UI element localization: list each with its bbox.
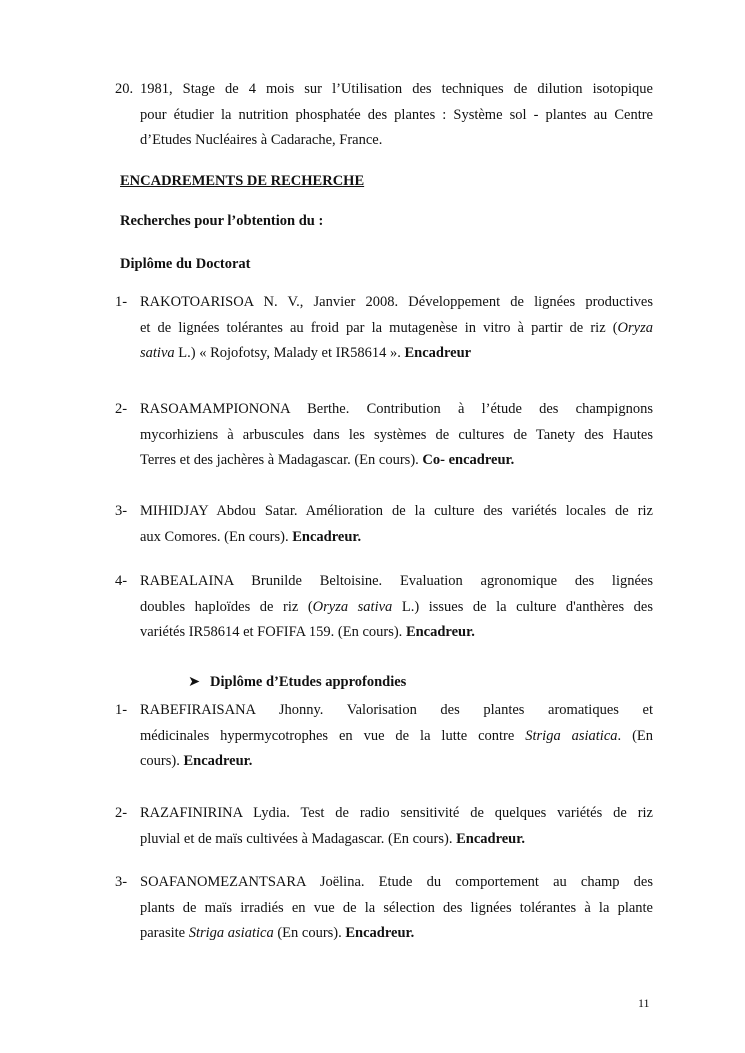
- list-item: [115, 801, 653, 852]
- list-item: [115, 499, 653, 550]
- item-line: [140, 595, 653, 621]
- italic-text: Striga asiatica: [188, 925, 274, 941]
- item-line: SOAFANOMEZANTSARA Joëlina. Etude du comportement au champ des: [140, 874, 653, 890]
- dea-heading-label: Diplôme d’Etudes approfondies: [210, 674, 407, 690]
- list-item: [115, 870, 653, 947]
- list-number: 2-: [115, 401, 128, 417]
- role-label: Encadreur.: [292, 528, 362, 545]
- list-number: 2-: [115, 805, 128, 821]
- role-label: Encadreur.: [456, 830, 525, 847]
- item-line: [140, 749, 653, 775]
- item-line: [140, 620, 653, 646]
- text: variétés IR58614 et FOFIFA 159. (En cours).: [140, 624, 406, 640]
- item-line: RAZAFINIRINA Lydia. Test de radio sensitivité de quelques variétés de riz: [140, 805, 653, 821]
- role-label: Co- encadreur.: [422, 452, 515, 468]
- item-line: [140, 525, 653, 551]
- list-number: 20.: [115, 81, 134, 97]
- dea-heading: [188, 674, 406, 691]
- page-number: 11: [638, 996, 650, 1010]
- text: . (En: [617, 727, 654, 744]
- item-line: [140, 827, 653, 853]
- item-line: plants de maïs irradiés en vue de la sélection des lignées tolérantes à la plante: [140, 899, 653, 916]
- item-line: RASOAMAMPIONONA Berthe. Contribution à l’étude des champignons: [140, 401, 653, 417]
- italic-text: Oryza: [617, 319, 653, 336]
- item-line: RAKOTOARISOA N. V., Janvier 2008. Développement de lignées productives: [140, 294, 653, 310]
- arrow-bullet-icon: ➤: [188, 674, 201, 690]
- item-line: MIHIDJAY Abdou Satar. Amélioration de la culture des variétés locales de riz: [140, 503, 653, 519]
- list-item: [115, 290, 653, 367]
- text: aux Comores. (En cours).: [140, 528, 293, 545]
- text: doubles haploïdes de riz (: [140, 598, 313, 615]
- item-line: 1981, Stage de 4 mois sur l’Utilisation des techniques de dilution isotopique: [140, 81, 653, 97]
- italic-text: Striga asiatica: [525, 727, 618, 744]
- list-number: 3-: [115, 874, 128, 890]
- list-number: 1-: [115, 294, 128, 310]
- list-number: 3-: [115, 503, 128, 519]
- list-item: [115, 397, 653, 474]
- text: L.) issues de la culture d'anthères des: [392, 598, 653, 615]
- text: (En cours).: [273, 925, 346, 941]
- item-line: [140, 921, 653, 947]
- subsection-heading: Diplôme du Doctorat: [120, 256, 251, 272]
- list-number: 1-: [115, 702, 128, 718]
- role-label: Encadreur: [404, 345, 472, 361]
- list-item: [115, 569, 653, 646]
- role-label: Encadreur.: [345, 925, 415, 941]
- item-line: d’Etudes Nucléaires à Cadarache, France.: [140, 132, 383, 148]
- item-line: [140, 341, 653, 367]
- list-number: 4-: [115, 573, 128, 589]
- item-line: pour étudier la nutrition phosphatée des plantes : Système sol - plantes au Centre: [140, 106, 653, 123]
- text: pluvial et de maïs cultivées à Madagascar. (En cours).: [140, 830, 457, 847]
- section-heading: ENCADREMENTS DE RECHERCHE: [120, 173, 365, 189]
- text: médicinales hypermycotrophes en vue de la lutte contre: [140, 727, 526, 744]
- item-line: RABEFIRAISANA Jhonny. Valorisation des plantes aromatiques et: [140, 702, 653, 718]
- italic-text: Oryza sativa: [312, 598, 393, 615]
- item-line: [140, 316, 653, 342]
- text: et de lignées tolérantes au froid par la mutagenèse in vitro à partir de riz (: [140, 319, 618, 336]
- item-line: [140, 724, 653, 750]
- text: L.) « Rojofotsy, Malady et IR58614 ».: [174, 345, 405, 361]
- item-line: RABEALAINA Brunilde Beltoisine. Evaluation agronomique des lignées: [140, 573, 653, 589]
- text: parasite: [140, 925, 189, 941]
- subsection-heading: Recherches pour l’obtention du :: [120, 213, 324, 229]
- text: cours).: [140, 753, 184, 769]
- role-label: Encadreur.: [405, 624, 475, 640]
- item-line: [140, 448, 653, 474]
- item-line: mycorhiziens à arbuscules dans les systèmes de cultures de Tanety des Hautes: [140, 426, 653, 443]
- list-item-20: [115, 77, 653, 154]
- role-label: Encadreur.: [183, 753, 253, 769]
- italic-text: sativa: [140, 345, 175, 361]
- text: Terres et des jachères à Madagascar. (En cours).: [140, 452, 423, 468]
- list-item: [115, 698, 654, 775]
